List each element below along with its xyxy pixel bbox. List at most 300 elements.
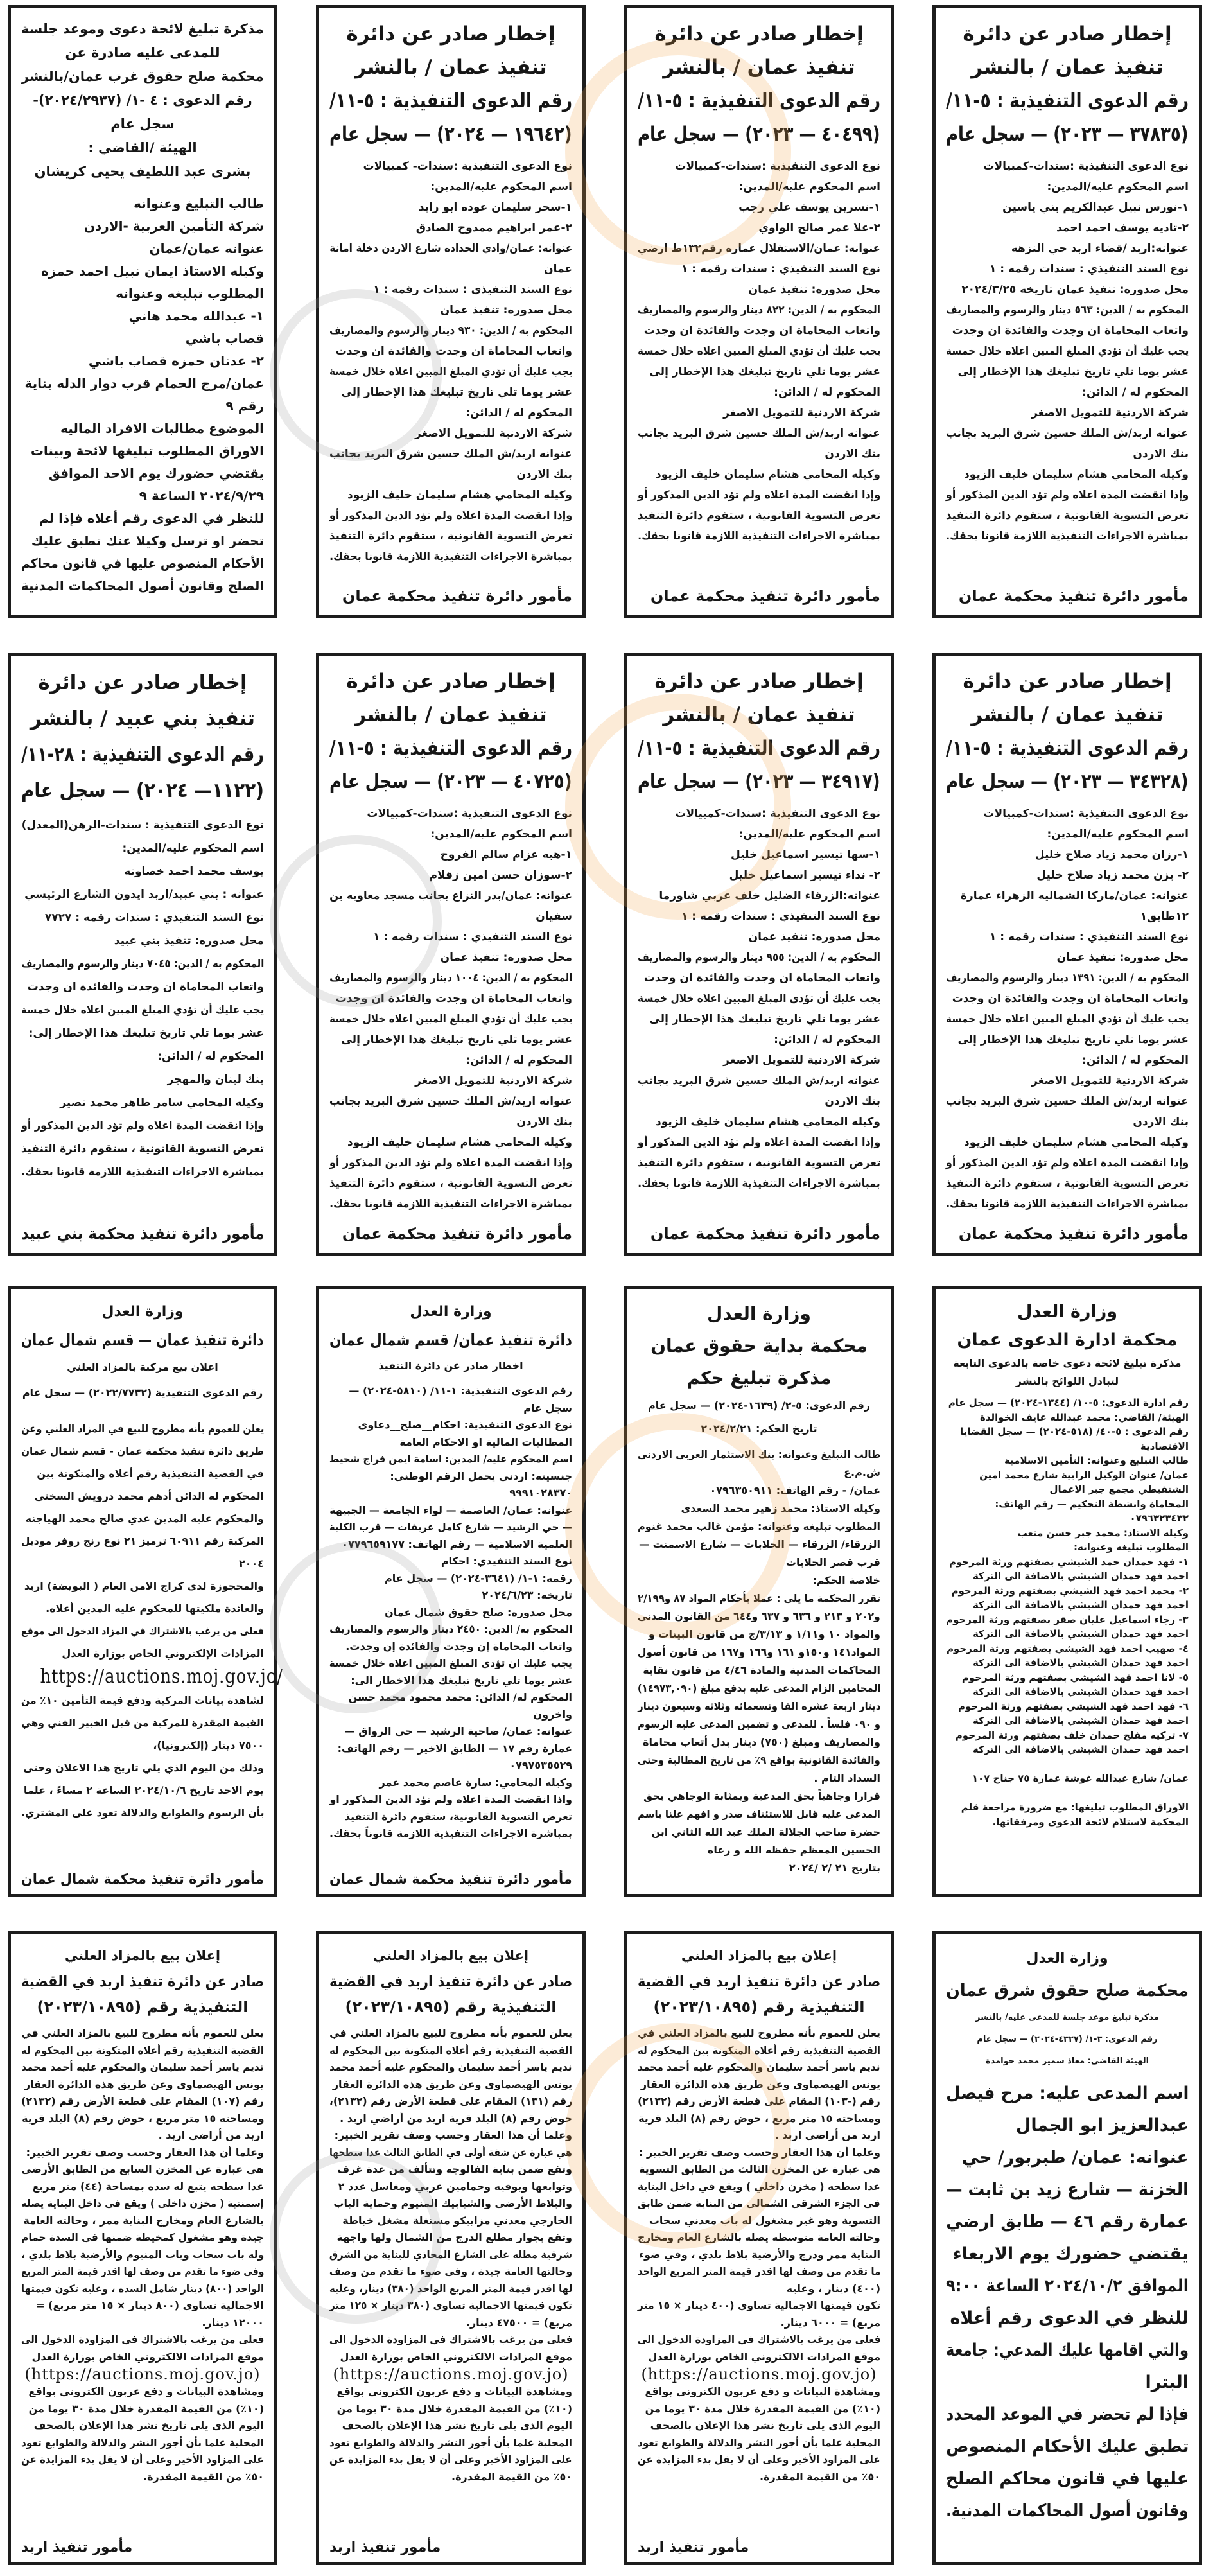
notice-heading-line-text: صادر عن دائرة تنفيذ اربد في القضية: [637, 1972, 880, 1990]
notice-body-line: [638, 1173, 880, 1194]
notice-body-line: [329, 423, 572, 444]
notice-heading-line-text: تنفيذ عمان / بالنشر: [354, 703, 547, 726]
notice-body-line: [638, 1697, 880, 1715]
notice-body-line: [638, 2349, 880, 2366]
notice-body-line: [638, 2127, 880, 2144]
notice-body-line: [946, 1396, 1189, 1410]
notice-heading-line: [21, 701, 264, 737]
notice-body-line: [21, 2042, 264, 2060]
notice-body-line-text: المحاكمات المدنية والمادة ٤/٤٦ من قانون نقابة: [643, 1664, 880, 1676]
notice-body-line: [21, 1161, 264, 1184]
notice-body-line: [638, 1050, 880, 1071]
notice-body-line: [638, 1715, 880, 1733]
notice-body-line-text: يونس الهيصماوي وعن طريق هذه الدائرة العقار: [640, 2078, 880, 2090]
notice-body-line-text: محل صدوره: تنفيذ عمان: [748, 931, 880, 943]
notice-body-line-text: عنوانه:الزرقاء الضليل خلف عربي شاورما: [659, 889, 880, 902]
legal-notice: [624, 653, 894, 1256]
notice-body-line-text: المركبة رقم ٦٠٩١١ ترميز ٢١ نوع رنج روفر موديل: [21, 1535, 264, 1547]
notice-body-line: [329, 947, 572, 968]
notice-body-line-text: بمباشرة الاجراءات التنفيذية اللازمة قانونا بحقك.: [21, 1166, 264, 1178]
notice-body-line: [329, 1570, 572, 1588]
notice-body-line-text: وكيله المحامي هشام سليمان خليف الزيود: [656, 468, 880, 481]
notice-signature: [638, 2539, 880, 2555]
notice-body-line: [21, 2144, 264, 2162]
notice-body: [946, 803, 1189, 1214]
notice-body-line-text: المطالبات المالية او الاحكام العامة: [399, 1435, 572, 1448]
notice-heading-line-text: بشرى عبد اللطيف يحيى كريشان: [34, 164, 251, 179]
notice-body-line-text: وعلما أن هذا العقار وحسب وصف تقرير الخبير:: [334, 2129, 572, 2141]
notice-body-line-text: عمان/ عنوان الوكيل الرابية شارع محمد امين: [979, 1469, 1189, 1481]
notice-body-line: [21, 2417, 264, 2435]
notice-body-line-text: جيدة وهو مشغول كمخيطة ضمنها في السدة حمام: [21, 2231, 264, 2243]
notice-body-line: [638, 1769, 880, 1787]
notice-body-line-text: شركة الاردنية للتمويل الاصغر: [415, 1074, 572, 1087]
notice-body-line-text: وتقع بجوار مطلع الدرج من الشمال ولها واجهة: [336, 2231, 572, 2243]
notice-body-line-text: نوع الدعوى التنفيذية :سندات-كمبيالات: [983, 160, 1189, 173]
notice-body-line-text: تعرض التسوية القانونية ، ستقوم دائرة التنفيذ: [21, 1143, 264, 1155]
notice-body-line: [946, 2238, 1189, 2270]
notice-body-line: [21, 552, 264, 575]
notice-body-line-text: ١-رزان محمد زياد صلاح خليل: [1034, 848, 1189, 861]
notice-body-line-text: يجب عليك أن تؤدي المبلغ المبين اعلاه خلال خمسة: [637, 992, 880, 1005]
notice-body-line-text: قرب قصر الحلابات: [785, 1556, 880, 1568]
notice-body-line-text: ٢- يزن محمد زياد صلاح خليل: [1036, 869, 1189, 882]
notice-body-line-text: عمارة رقم ١٧ — الطابق الاخير — رقم الهاتف:: [337, 1742, 572, 1755]
notice-body-line-text: عنوانه اربد/ش الملك حسين شرق البريد بجانب: [329, 448, 572, 460]
notice-body-line: [329, 505, 572, 526]
notice-body-line-text: رقم (١٠٧) المقام على قطعة الأرض رقم (٢١٣٢): [21, 2095, 264, 2107]
notice-body-line: [329, 2144, 572, 2162]
notice-body-line-text: شركة الاردنية للتمويل الاصغر: [415, 427, 572, 440]
notice-body-line: [21, 1642, 264, 1665]
notice-body-line-text: المحكمة لاستلام لائحة الدعوى ومرفقاتها.: [992, 1816, 1189, 1828]
notice-body-line-text: موقع المزادات الالكتروني الخاص بوزارة العدل: [340, 2350, 572, 2363]
notice-body-line-text: يقتضي حضورك يوم الاربعاء: [952, 2244, 1189, 2264]
notice-body: [946, 1396, 1189, 1829]
notice-body-line-text: سجل عام: [523, 1401, 572, 1414]
legal-notice: [932, 1931, 1202, 2565]
notice-body-line-text: عمان/ - رقم الهاتف: ٠٧٩٦٣٥٠٩١١: [710, 1484, 880, 1496]
notice-body-line: [946, 505, 1189, 526]
notice-body-line: [946, 156, 1189, 177]
notice-body-line: [946, 444, 1189, 464]
notice-body-line-text: عشر يوما تلي تاريخ تبليغك هذا الإخطار إلى: [341, 1033, 572, 1046]
notice-body-line: [946, 1453, 1189, 1468]
notice-body-line: [329, 2451, 572, 2469]
legal-notice: [316, 1286, 586, 1897]
legal-notice: [932, 5, 1202, 618]
notice-body-line: [638, 1030, 880, 1050]
notice-body-line: [946, 341, 1189, 362]
notice-body-line: [329, 2110, 572, 2128]
notice-body-line-text: جنسيته: اردني يحمل الرقم الوطني:: [390, 1469, 572, 1482]
notice-body-line-text: نوع السند التنفيذي : سندات رقمه : ١: [372, 931, 572, 943]
notice-body-line: [946, 1742, 1189, 1757]
notice-heading-line: [21, 89, 264, 112]
notice-body-line: [21, 1734, 264, 1757]
notice-body-line-text: ٤- صهيب احمد فهد الشيشي بصفتهم ورثة المرحوم: [946, 1642, 1189, 1654]
notice-body-line: [21, 952, 264, 976]
notice-body-line-text: نوع السند التنفيذي: احكام: [441, 1555, 572, 1567]
notice-body-line-text: عنوانه : بني عبيد/اربد ايدون الشارع الرئيسي: [24, 888, 264, 901]
notice-heading-line-text: تنفيذ عمان / بالنشر: [971, 703, 1164, 726]
legal-notice: [316, 653, 586, 1256]
notice-heading-line: [329, 84, 572, 118]
notice-signature: [21, 2539, 264, 2555]
notice-body-line-text: ١-هبه عزام سالم الفروخ: [440, 848, 572, 861]
notice-body-line: [946, 1613, 1189, 1627]
notice-heading: [21, 1298, 264, 1354]
notice-body-line-text: احمد فهد حمدان الشيشي بالاضافة الى التركة: [973, 1744, 1189, 1755]
notice-body-line-text: شركة التأمين العربية -الاردن: [83, 218, 264, 234]
notice-body-line-text: يعلن للعموم بأنه مطروح للبيع بالمزاد العلني في: [329, 2027, 572, 2039]
legal-notice: [8, 653, 277, 1256]
notice-body-line-text: يعلن للعموم بأنه مطروح للبيع بالمزاد العلني في: [21, 2027, 264, 2039]
notice-heading-line: [946, 118, 1189, 151]
notice-body-line-text: المحلية علما بأن أجور النشر والدلالة والطوابع تعود: [638, 2436, 880, 2449]
notice-heading: [329, 665, 572, 798]
notice-body-line-text: موقع المزادات الالكتروني الخاص بوزارة العدل: [31, 2350, 264, 2363]
notice-body-line-text: فعلى من يرغب بالاشتراك في المزاد الدخول الى موقع: [21, 1625, 264, 1637]
notice-body-line: [638, 1464, 880, 1482]
notice-body-line-text: موقع المزادات الالكتروني الخاص بوزارة العدل: [648, 2350, 880, 2363]
notice-body-line-text: وكيله المحامي سامر طاهر محمد نصير: [60, 1096, 264, 1109]
notice-body-line-text: المدعى عليه قابل للاستئناف صدر و افهم علنا باسم: [638, 1808, 880, 1820]
notice-body-line: [638, 1536, 880, 1554]
notice-body-line: [946, 1598, 1189, 1613]
notice-heading-line-text: دائرة تنفيذ عمان — قسم شمال عمان: [21, 1331, 264, 1349]
notice-body-line: [21, 2212, 264, 2230]
notice-body-line-text: البترا: [1145, 2372, 1189, 2392]
notice-subheading-line-text: اخطار صادر عن دائرة التنفيذ: [378, 1360, 523, 1372]
notice-body-line-text: على المزاود الأخير وعلى أن لا يقل بدء المزايدة عن: [21, 2453, 264, 2466]
legal-notice: [8, 1931, 277, 2565]
notice-body-line-text: ٢٠٠٤: [238, 1557, 264, 1570]
notice-body-line-text: حوض رقم (٨) البلد قرية اربد من أراضي اربد .: [340, 2112, 572, 2125]
notice-body-line: [946, 2206, 1189, 2238]
notice-body-line: [946, 300, 1189, 320]
notice-body-line: [946, 1642, 1189, 1656]
notice-body-line-text: سفيان: [536, 910, 572, 923]
notice-body-line: [946, 1468, 1189, 1483]
notice-body-line-text: المحكوم له / الدائن:: [774, 386, 880, 399]
notice-body-line-text: الموافق ٢٠٢٤/١٠/٢ الساعة ٩:٠٠: [945, 2276, 1189, 2296]
notice-body-line-text: عمان/مرج الحمام قرب دوار الدله بناية: [24, 376, 264, 391]
notice-body-line: [638, 2451, 880, 2469]
notice-body-line: [21, 906, 264, 929]
notice-body-line: [638, 865, 880, 886]
notice-body-line: [21, 1530, 264, 1552]
notice-body-line: [946, 1439, 1189, 1454]
notice-body-line-text: عنوانه:اربد /قضاء اربد حي النزهه: [1011, 242, 1189, 255]
notice-body-line-text: واتعاب المحاماة إن وجدت والفائدة إن وجدت.: [345, 1640, 572, 1652]
notice-body-line-text: طالب التبليغ وعنوانه: [134, 196, 264, 211]
notice-body-line-text: والمحكوم عليه المدين عدي صالح محمد الهياجنه: [25, 1512, 264, 1525]
legal-notice: [316, 5, 586, 618]
notice-body-line: [946, 2174, 1189, 2206]
notice-body-line-text: ١-سحر سليمان عوده ابو زايد: [418, 201, 572, 214]
notice-body-line-text: المحكوم له / الدائن:: [774, 1033, 880, 1046]
notice-heading-line: [946, 17, 1189, 51]
notice-body-line: [329, 1451, 572, 1468]
notice-heading-line: [21, 1994, 264, 2020]
notice-body-line-text: وقانون أصول المحاكمات المدنية.: [946, 2501, 1189, 2521]
notice-body-line-text: عنوانه اربد/ش الملك حسين شرق البريد بجانب: [329, 1095, 572, 1108]
notice-signature-text: مأمور دائرة تنفيذ محكمة عمان: [958, 587, 1189, 605]
notice-body-line: [329, 2042, 572, 2060]
notice-body-line: [329, 1468, 572, 1485]
notice-body-line-text: نوع الدعوى التنفيذية :سندات- كمبيالات: [363, 160, 572, 173]
notice-body-line-text: بأن الرسوم والطوابع والدلالة تعود على المشتري.: [21, 1807, 264, 1819]
notice-body-line: [329, 1173, 572, 1194]
notice-body-line: [638, 2331, 880, 2349]
notice-body-line-text: المحكوم له / الدائن:: [1082, 386, 1189, 399]
notice-body-line: [21, 2127, 264, 2144]
notice-signature: [21, 1225, 264, 1247]
notice-body-line: [638, 238, 880, 259]
notice-body-line: [638, 505, 880, 526]
notice-subheading-line: [329, 1354, 572, 1378]
notice-body-line-text: ٥٠٪ من القيمة المقدرة.: [451, 2470, 572, 2483]
notice-body-line-text: المحكوم به / الدين: ٥٦٣ دينار والرسوم والمصاريف: [946, 304, 1189, 317]
notice-signature-text: مأمور دائرة تنفيذ محكمة عمان: [650, 587, 880, 605]
notice-heading-line: [21, 1326, 264, 1354]
notice-body-line: [329, 2127, 572, 2144]
notice-body-line: [21, 305, 264, 328]
notice-body-line-text: بالشارع العام ومخارج البناية ممر ، وحالته العامة: [23, 2214, 264, 2227]
notice-body-line-text: تعرض التسوية القانونية ، ستقوم دائرة التنفيذ: [945, 1177, 1189, 1190]
notice-body: [329, 1383, 572, 1843]
notice-body-line: [638, 1859, 880, 1877]
notice-body-line-text: محل صدوره: تنفيذ عمان تاريخه ٢٠٢٤/٣/٢٥: [961, 283, 1189, 296]
notice-body-line: [21, 1137, 264, 1161]
notice-body-line-text: في الجزء الشرقي الشمالي من البناية ضمن طابق: [638, 2197, 880, 2209]
notice-body-line: [21, 238, 264, 260]
notice-body-line: [329, 2161, 572, 2178]
notice-body-line-text: وذلك من اليوم الذي يلي تاريخ هذا الاعلان وحتى: [23, 1762, 264, 1774]
notice-heading-line: [21, 112, 264, 136]
notice-body-line: [946, 2335, 1189, 2367]
notice-body-line: [329, 1604, 572, 1622]
notice-body-line: [638, 197, 880, 218]
notice-body-line-text: الاجمالية تساوي (٨٠٠ دينار × ١٥ متر مربع) =: [36, 2299, 264, 2311]
notice-body-line-text: واتعاب المحاماة ان وجدت والفائدة ان وجدت: [643, 972, 880, 985]
notice-body-line-text: قرارا وجاهياً بحق المدعية وبمثابة الوجاهي بحق: [643, 1790, 880, 1802]
notice-body-line: [329, 1809, 572, 1826]
notice-heading-line-text: إخطار صادر عن دائرة: [654, 22, 864, 46]
notice-body-line-text: عبدالعزيز ابو الجمال: [1015, 2116, 1189, 2135]
notice-body-line: [21, 2383, 264, 2401]
notice-body-line-text: قصاب باشي: [185, 331, 264, 346]
notice-body-line: [638, 464, 880, 485]
notice-signature-text: مأمور تنفيذ اربد: [329, 2539, 441, 2555]
notice-heading-line: [638, 51, 880, 84]
notice-body-line-text: المحلية علما بأن أجور النشر والدلالة والطوابع تعود: [329, 2436, 572, 2449]
notice-body-line-text: فإذا لم تحضر في الموعد المحدد: [945, 2405, 1189, 2424]
notice-body-line-text: ٩٩٩١٠٢٨٣٧٠: [509, 1487, 572, 1499]
notice-body-line-text: شركة الاردنية للتمويل الاصغر: [723, 1054, 880, 1067]
notice-body-line-text: محل صدوره: تنفيذ عمان: [440, 951, 572, 964]
notice-body-line-text: نوع الدعوى التنفيذية :سندات-كمبيالات: [367, 807, 572, 820]
notice-body-line-text: المحكوم له/ الدائن: محمد محمود محمد حسن: [348, 1691, 572, 1703]
notice-body-line: [638, 2229, 880, 2247]
notice-heading-line-text: صادر عن دائرة تنفيذ اربد في القضية: [329, 1972, 572, 1990]
notice-body-line: [21, 2315, 264, 2332]
notice-body-line-text: بمباشرة الاجراءات التنفيذية اللازمة قانونا بحقك.: [946, 1198, 1189, 1211]
notice-body-line: [946, 2495, 1189, 2527]
notice-body-line: [329, 1621, 572, 1638]
notice-body-line: [329, 156, 572, 177]
notice-body-line-text: اليوم الذي يلي تاريخ نشر هذا الإعلان بالصحف: [650, 2419, 880, 2431]
notice-body: [638, 803, 880, 1194]
notice-body-line: [638, 279, 880, 300]
notice-body-line: [946, 2463, 1189, 2495]
notice-body-line-text: والعائدة ملكيتها للمحكوم عليه المدين أعلاه.: [46, 1602, 264, 1615]
notice-heading-line: [638, 1298, 880, 1330]
notice-body-line: [638, 2315, 880, 2332]
notice-body-line-text: لها اقدر قيمة المتر المربع الواحد (٣٨٠) دينار، وعليه: [329, 2282, 572, 2295]
notice-body-line: [329, 2059, 572, 2076]
notice-body-line-text: تطبق عليك الأحكام المنصوص: [945, 2437, 1189, 2457]
notice-body-line: [21, 2025, 264, 2042]
notice-body-line: [329, 526, 572, 547]
notice-body-line: [21, 372, 264, 395]
notice-body-line: [329, 2365, 572, 2383]
notice-body-line-text: الزرقاء/ الزرقاء — الحلابات — شارع الاسمنت —: [639, 1538, 880, 1550]
notice-body-line-text: والمواد ١٠ و١/١١ و ٣/١٣/ج من قانون البينات و: [648, 1628, 880, 1640]
notice-body-line: [329, 2247, 572, 2264]
notice-body-line: [946, 2142, 1189, 2174]
notice-body-line: [329, 1153, 572, 1173]
notice-body-line: [329, 362, 572, 382]
notice-body-line: [21, 1045, 264, 1068]
notice-body-line-text: بنك الاردن: [825, 1095, 880, 1108]
notice-body-line: [638, 2281, 880, 2298]
notice-heading-line-text: محكمة ادارة الدعوى عمان: [957, 1330, 1178, 1350]
notice-body-line: [946, 177, 1189, 197]
notice-body-line-text: الاوراق المطلوب تبليغها: مع ضرورة مراجعة قلم: [961, 1801, 1189, 1813]
notice-body-line: [21, 260, 264, 283]
notice-body-line-text: المحكوم به/ الدين: ٢٤٥٠ دينار والرسوم والمصاريف: [329, 1623, 572, 1635]
notice-body-line-text: وكيله المحامي هشام سليمان خليف الزيود: [347, 1136, 572, 1149]
notice-body-line: [638, 382, 880, 403]
notice-body-line-text: ١- فهد حمدان حمد الشيشي بصفتهم ورثة المرحوم: [949, 1555, 1189, 1568]
notice-signature-text: مأمور دائرة تنفيذ محكمة عمان: [342, 587, 572, 605]
notice-body-line: [946, 1153, 1189, 1173]
notice-heading-line-text: تنفيذ عمان / بالنشر: [971, 56, 1164, 79]
notice-body-line-text: وكيله المحامي هشام سليمان خليف الزيود: [964, 1136, 1189, 1149]
notice-body-line-text: المحكوم به / الدين: ٧٠٤٥ دينار والرسوم والمصاريف: [21, 958, 264, 970]
notice-body-line: [946, 423, 1189, 444]
notice-heading-line: [329, 765, 572, 798]
notice-body-line-text: الاقتصادية: [1140, 1440, 1189, 1452]
notice-body-line-text: عنوانه: عمان/وادي الحداده شارع الاردن دخلة امانة: [329, 242, 572, 255]
notice-body-line: [329, 403, 572, 423]
notice-heading-line: [638, 1943, 880, 1968]
notice-body-line-text: تعرض التسوية القانونية ، ستقوم دائرة التنفيذ: [637, 1157, 880, 1170]
notice-heading-line: [638, 118, 880, 151]
notice-body-line: [638, 1823, 880, 1841]
notice-heading-line: [946, 1975, 1189, 2007]
notice-body-line-text: عشر يوما تلي تاريخ تبليغك هذا الاخطار الى:: [351, 1674, 572, 1687]
notice-body-line-text: تكون قيمتها الاجمالية تساوي (٣٨٠ دينار × ١٢٥ متر: [329, 2299, 572, 2311]
notice-body-line-text: هي عبارة عن المخزن السابع من الطابق الأرضي: [21, 2163, 264, 2175]
notice-body-line: [329, 279, 572, 300]
notice-body-line: [21, 1485, 264, 1507]
notice-body-line-text: اسم المحكوم عليه/المدين:: [738, 180, 880, 193]
notice-heading-line-text: (٤٠٧٢٥ — ٢٠٢٣) — سجل عام: [329, 770, 572, 793]
notice-body-line-text: ١- عبدالله محمد هاني: [128, 308, 264, 324]
notice-body-line: [21, 2161, 264, 2178]
notice-body-line-text: بمباشرة الاجراءات التنفيذية اللازمة قانوناً بحقك.: [329, 1827, 572, 1839]
notice-body-line-text: ٢-عمر ابراهيم ممدوح الصادق: [415, 222, 572, 234]
notice-heading-line: [21, 665, 264, 701]
notice-body-line-text: حضرة صاحب الجلالة الملك عبد الله الثاني ابن: [651, 1826, 880, 1838]
notice-subheading-line: [946, 2029, 1189, 2051]
notice-body-line-text: المحكوم له / الدائن:: [466, 407, 572, 419]
notice-body-line-text: واتعاب المحاماة ان وجدت والفائدة ان وجدت: [335, 345, 572, 358]
notice-heading-line: [946, 51, 1189, 84]
notice-body-line: [329, 444, 572, 464]
notice-body-line: [329, 177, 572, 197]
notice-body-line: [21, 2401, 264, 2418]
notice-body-line-text: نوع السند التنفيذي : سندات رقمه : ١: [681, 263, 880, 276]
notice-body-line: [638, 362, 880, 382]
notice-body-line: [329, 1434, 572, 1451]
notice-body-line-text: المحلية علما بأن أجور النشر والدلالة والطوابع تعود: [21, 2436, 264, 2449]
notice-subheading-line-text: رقم الدعوى التنفيذية (٢٠٢٢/٧٧٣٢) — سجل عام: [22, 1387, 263, 1399]
notice-signature: [946, 1225, 1189, 1247]
notice-body-line-text: ومشاهدة البيانات و دفع عربون الكتروني بواقع: [336, 2385, 572, 2397]
notice-body-line-text: احمد فهد حمدان الشيشي بالاضافة الى التركة: [973, 1570, 1189, 1582]
notice-body-line: [21, 976, 264, 999]
notice-body-line: [638, 1590, 880, 1608]
notice-signature-text: مأمور تنفيذ اربد: [21, 2539, 133, 2555]
notice-body-line: [946, 320, 1189, 341]
notice-body-line-text: نديم ياسر أحمد سليمان والمحكوم عليه أحمد محمد: [21, 2061, 264, 2073]
notice-body-line: [638, 2195, 880, 2212]
notice-body-line: [946, 1030, 1189, 1050]
notice-body-line: [638, 1608, 880, 1625]
notice-body-line-text: نديم ياسر أحمد سليمان والمحكوم عليه أحمد محمد: [638, 2061, 880, 2073]
notice-body-line-text: يجب عليك أن تؤدي المبلغ المبين اعلاه خلال خمسة: [329, 1013, 572, 1026]
notice-heading-line: [329, 1968, 572, 1994]
legal-notice: [932, 653, 1202, 1256]
notice-body-line-text: عنوانه اربد/ش الملك حسين شرق البريد بجانب: [638, 1074, 880, 1087]
notice-body-line-text: القيمة المقدرة للمركبة من قبل الخبير الفني وهي: [21, 1717, 264, 1729]
notice-body-line: [638, 2110, 880, 2128]
notice-body-line: [946, 988, 1189, 1009]
notice-body-line: [21, 1801, 264, 1824]
notice-body-line: [21, 1440, 264, 1462]
notice-body-line-text: وتقع ضمن بناية الفالوجه وتتألف من عدة غرف: [337, 2163, 572, 2175]
notice-heading-line: [638, 665, 880, 698]
notice-signature: [329, 1871, 572, 1888]
notice-body-line: [329, 1519, 572, 1536]
notice-body-line-text: المحكوم به / الدين: ٩٣٠ دينار والرسوم والمصاريف: [329, 324, 572, 337]
notice-body-line-text: المحاماة وانشطة التحكيم — رقم الهاتف:: [995, 1498, 1189, 1510]
notice-body-line: [638, 2435, 880, 2452]
notice-subheading-line: [946, 1372, 1189, 1390]
notice-body-line-text: بمباشرة الاجراءات التنفيذية اللازمة قانونا بحقك.: [329, 550, 572, 563]
notice-body-line: [946, 1699, 1189, 1714]
notice-body-line-text: والفائدة القانونية بواقع ٩٪ من تاريخ المطالبة وحتى: [638, 1754, 880, 1766]
notice-body-line-text: عمارة رقم ٤٦ — طابق ارضي: [946, 2212, 1189, 2232]
notice-body-line-text: احمد فهد حمدان الشيشي بالاضافة الى التركة: [973, 1686, 1189, 1697]
notice-heading-line-text: مذكرة تبليغ حكم: [686, 1367, 832, 1389]
notice-heading-line: [21, 737, 264, 773]
notice-signature: [329, 2539, 572, 2555]
